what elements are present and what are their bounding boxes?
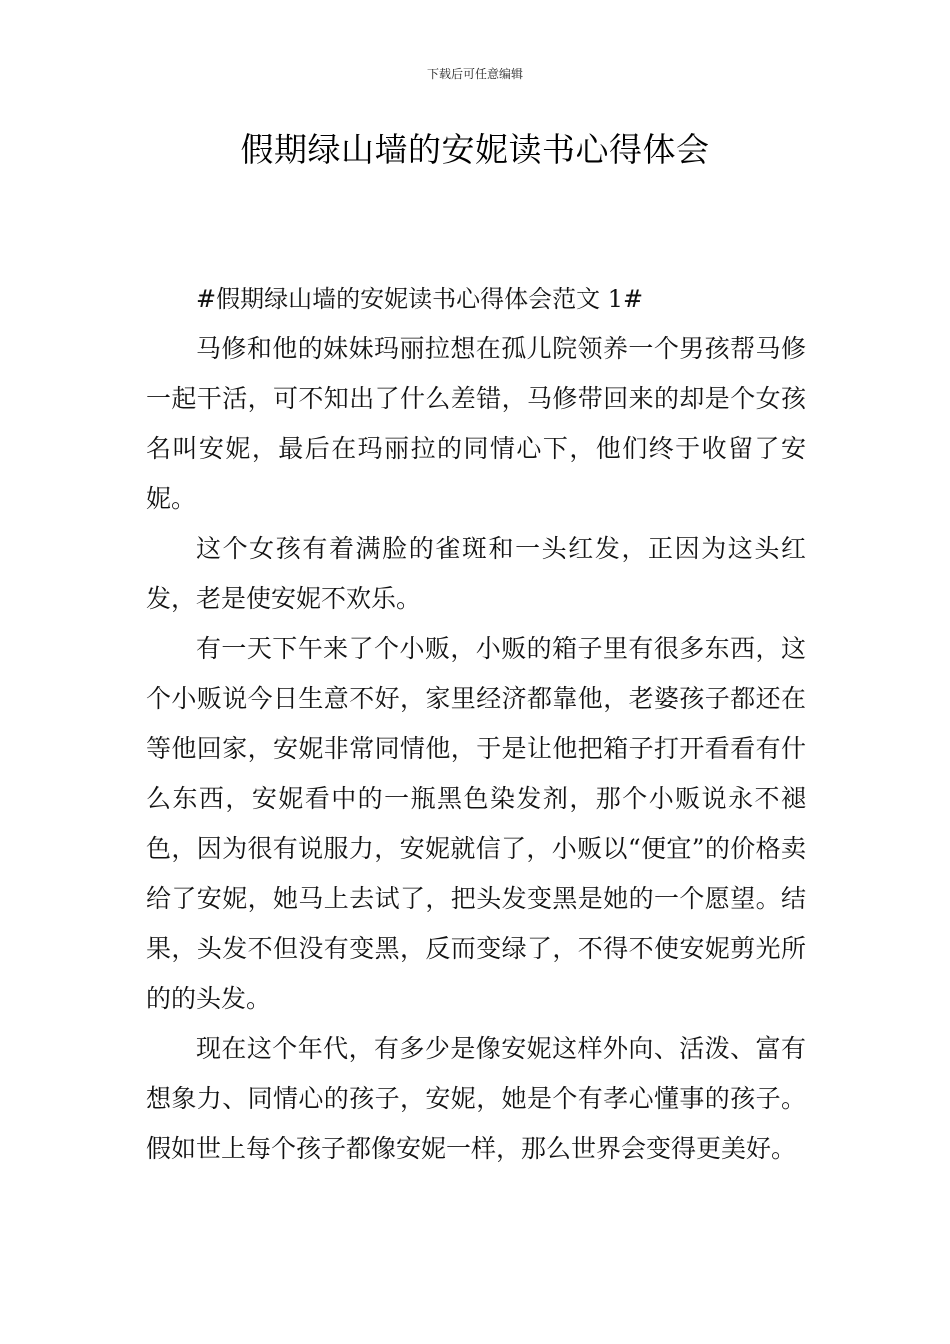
body-paragraph: 这个女孩有着满脸的雀斑和一头红发，正因为这头红发，老是使安妮不欢乐。 xyxy=(146,534,806,613)
body-paragraph: 马修和他的妹妹玛丽拉想在孤儿院领养一个男孩帮马修一起干活，可不知出了什么差错，马修带回来的却是个女孩名叫安妮，最后在玛丽拉的同情心下，他们终于收留了安妮。 xyxy=(146,334,806,513)
header-note: 下载后可任意编辑 xyxy=(426,67,523,81)
body-paragraph: 现在这个年代，有多少是像安妮这样外向、活泼、富有想象力、同情心的孩子，安妮，她是个有孝心懂事的孩子。假如世上每个孩子都像安妮一样，那么世界会变得更美好。 xyxy=(146,1034,806,1163)
section-heading: #假期绿山墙的安妮读书心得体会范文 1# xyxy=(196,285,644,313)
document-body xyxy=(146,274,806,1174)
document-title: 假期绿山墙的安妮读书心得体会 xyxy=(240,130,710,169)
body-paragraph: 有一天下午来了个小贩，小贩的箱子里有很多东西，这个小贩说今日生意不好，家里经济都靠他，老婆孩子都还在等他回家，安妮非常同情他，于是让他把箱子打开看看有什么东西，安妮看中的一瓶黑色染发剂，那个小贩说永不褪色，因为很有说服力，安妮就信了，小贩以“便宜”的价格卖给了安妮，她马上去试了，把头发变黑是她的一个愿望。结果，头发不但没有变黑，反而变绿了，不得不使安妮剪光所的的头发。 xyxy=(146,634,806,1013)
